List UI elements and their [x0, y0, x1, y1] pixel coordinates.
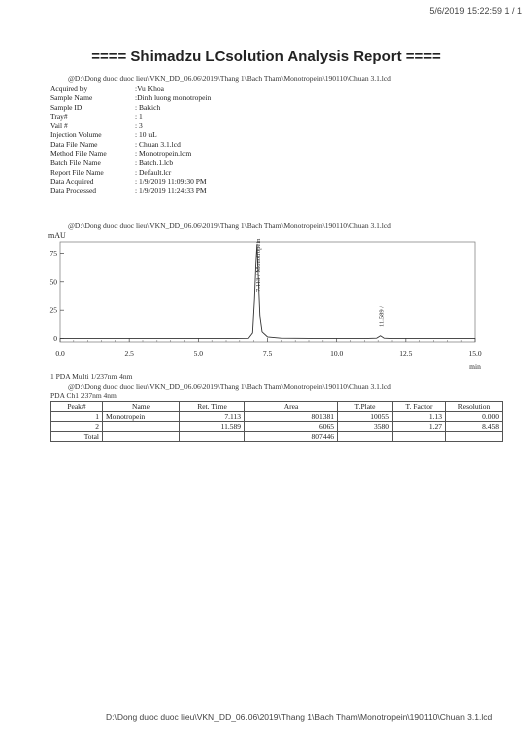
x-tick-label: 5.0 [193, 349, 204, 358]
y-tick-label: 25 [49, 305, 57, 315]
plot-frame [60, 242, 475, 342]
chromatogram-trace [60, 244, 475, 338]
metadata-key: Batch File Name [50, 158, 101, 168]
table-cell [103, 432, 180, 442]
metadata-row [50, 103, 211, 112]
column-header: Ret. Time [180, 402, 245, 412]
y-tick-label: 75 [49, 248, 57, 258]
table-cell: 6065 [245, 422, 338, 432]
x-tick-label: 15.0 [468, 349, 482, 358]
table-cell: 1 [51, 412, 103, 422]
column-header: T.Plate [338, 402, 393, 412]
x-tick-label: 0.0 [55, 349, 65, 358]
y-axis-label: mAU [48, 232, 66, 240]
x-tick-label: 7.5 [262, 349, 273, 358]
metadata-row [50, 149, 211, 158]
y-tick-label: 50 [49, 277, 57, 287]
metadata-key: Vail # [50, 121, 68, 131]
table-cell [393, 432, 446, 442]
chromatogram-chart [40, 232, 510, 372]
table-cell: 0.000 [446, 412, 503, 422]
table-cell: 2 [51, 422, 103, 432]
metadata-key: Tray# [50, 111, 68, 121]
metadata-value: : 1/9/2019 11:24:33 PM [135, 186, 207, 196]
metadata-row [50, 158, 211, 167]
metadata-row [50, 84, 211, 93]
metadata-value: : 10 uL [135, 130, 157, 140]
peak-table [50, 401, 503, 442]
metadata-key: Data Processed [50, 186, 97, 196]
table-cell: 1.13 [393, 412, 446, 422]
metadata-value: : Batch.1.lcb [135, 158, 174, 168]
table-cell [103, 422, 180, 432]
sample-metadata [50, 84, 211, 196]
metadata-value: : Default.lcr [135, 167, 172, 177]
column-header: T. Factor [393, 402, 446, 412]
y-tick-label: 0 [53, 334, 57, 344]
table-cell: 8.458 [446, 422, 503, 432]
peak-label: 11.589 / [378, 305, 386, 327]
print-timestamp: 5/6/2019 15:22:59 1 / 1 [429, 6, 522, 16]
metadata-value: :Vu Khoa [135, 84, 164, 93]
column-header: Area [245, 402, 338, 412]
column-header: Resolution [446, 402, 503, 412]
chart-file-path: @D:\Dong duoc duoc lieu\VKN_DD_06.06\2019\Thang 1\Bach Tham\Monotropein\190110\Chuan 3.1.lcd [68, 221, 391, 230]
metadata-row [50, 177, 211, 186]
metadata-key: Data Acquired [50, 176, 94, 186]
metadata-key: Method File Name [50, 149, 107, 159]
column-header: Peak# [51, 402, 103, 412]
metadata-value: : 3 [135, 121, 143, 131]
table-cell: 11.589 [180, 422, 245, 432]
metadata-value: :Dinh luong monotropein [135, 93, 212, 103]
x-tick-label: 2.5 [124, 349, 134, 358]
table-cell: 10055 [338, 412, 393, 422]
metadata-row [50, 112, 211, 121]
table-caption: PDA Ch1 237nm 4nm [50, 391, 117, 400]
metadata-key: Report File Name [50, 167, 104, 177]
table-cell: 1.27 [393, 422, 446, 432]
footer-file-path: D:\Dong duoc duoc lieu\VKN_DD_06.06\2019\Thang 1\Bach Tham\Monotropein\190110\Chuan 3.1.lcd [106, 712, 493, 722]
metadata-key: Sample Name [50, 93, 93, 103]
file-path-header: @D:\Dong duoc duoc lieu\VKN_DD_06.06\2019\Thang 1\Bach Tham\Monotropein\190110\Chuan 3.1.lcd [68, 74, 391, 83]
table-cell: 7.113 [180, 412, 245, 422]
metadata-row [50, 130, 211, 139]
metadata-row [50, 186, 211, 195]
table-cell [338, 432, 393, 442]
table-cell: Total [51, 432, 103, 442]
table-file-path: @D:\Dong duoc duoc lieu\VKN_DD_06.06\2019\Thang 1\Bach Tham\Monotropein\190110\Chuan 3.1.lcd [68, 382, 391, 391]
metadata-value: : 1/9/2019 11:09:30 PM [135, 176, 207, 186]
table-row [51, 412, 503, 422]
table-cell [180, 432, 245, 442]
x-axis-label: min [469, 362, 481, 371]
table-cell: Monotropein [103, 412, 180, 422]
metadata-key: Acquired by [50, 84, 88, 93]
metadata-row [50, 121, 211, 130]
table-row [51, 422, 503, 432]
legend-line: 1 PDA Multi 1/237nm 4nm [50, 372, 133, 381]
metadata-row [50, 93, 211, 102]
metadata-value: : 1 [135, 111, 143, 121]
peak-label: 7.113 / Monotropein [254, 238, 262, 292]
metadata-row [50, 168, 211, 177]
table-cell: 801381 [245, 412, 338, 422]
table-cell: 3580 [338, 422, 393, 432]
table-cell [446, 432, 503, 442]
metadata-key: Injection Volume [50, 130, 102, 140]
x-tick-label: 12.5 [399, 349, 413, 358]
metadata-row [50, 140, 211, 149]
report-title: ==== Shimadzu LCsolution Analysis Report ==== [91, 48, 441, 65]
column-header: Name [103, 402, 180, 412]
table-row [51, 432, 503, 442]
metadata-key: Sample ID [50, 102, 83, 112]
metadata-value: : Chuan 3.1.lcd [135, 139, 181, 149]
metadata-key: Data File Name [50, 139, 98, 149]
metadata-value: : Bakich [135, 102, 161, 112]
x-tick-label: 10.0 [330, 349, 344, 358]
metadata-value: : Monotropein.lcm [135, 149, 192, 159]
table-cell: 807446 [245, 432, 338, 442]
